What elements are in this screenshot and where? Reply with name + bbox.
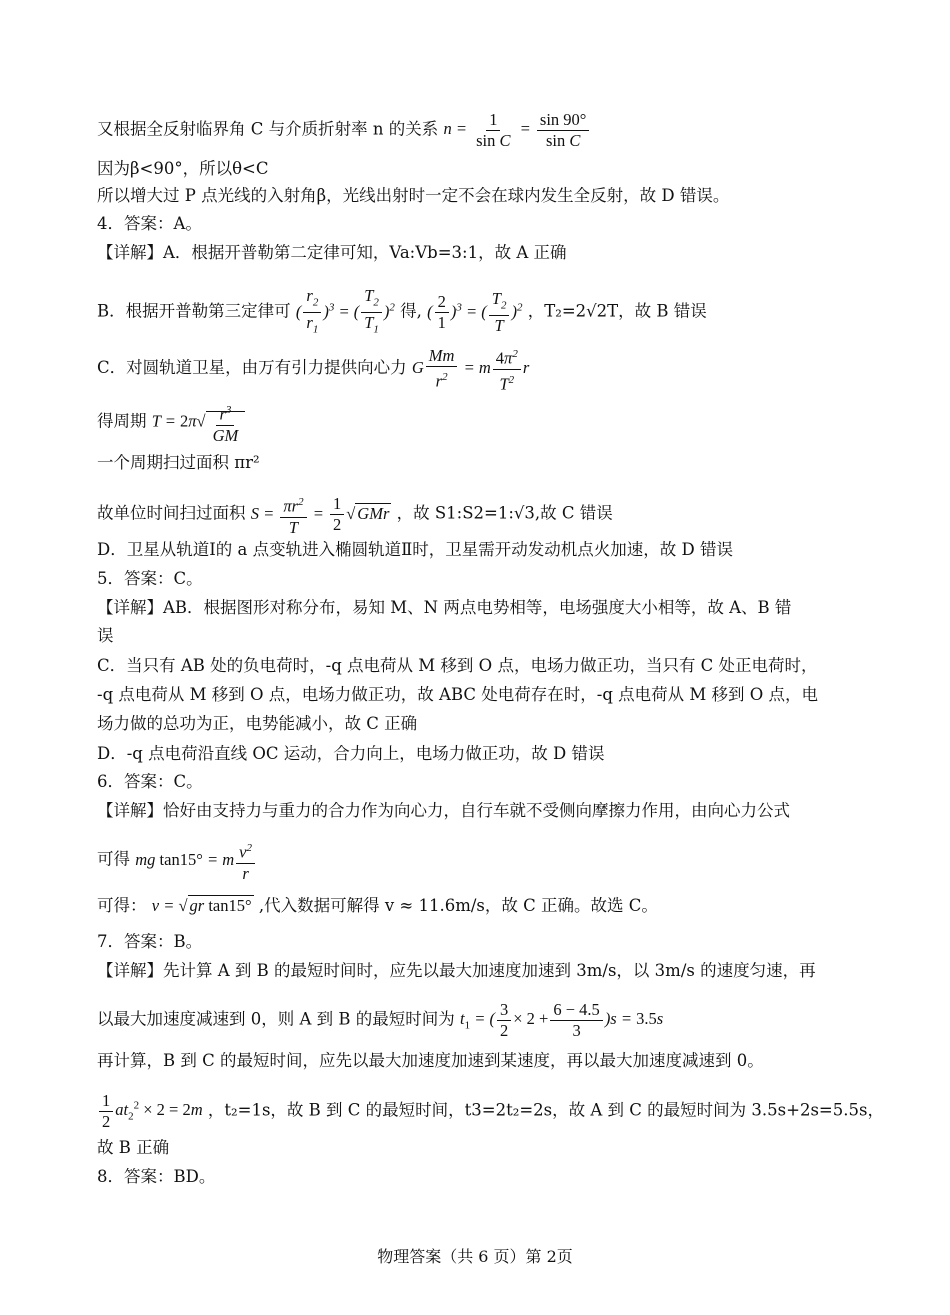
line-26: 再计算，B 到 C 的最短时间，应先以最大加速度加速到某速度，再以最大加速度减速到 0。 [97,1051,764,1070]
text-velocity-result: ,代入数据可解得 v ≈ 11.6m/s，故 C 正确。故选 C。 [258,896,658,915]
line-24: 【详解】先计算 A 到 B 的最短时间时，应先以最大加速度加速到 3m/s，以 3m/s 的速度匀速，再 [97,961,816,980]
line-28: 故 B 正确 [97,1138,170,1157]
formula-area-rate: S = $\frac{\pi r^2}{T}$ = $\frac{1}{2}$ √ GMr [251,504,392,523]
text-kede-2: 可得： [97,896,147,915]
formula-kepler3: ( $\frac{r_2}{r_1}$ )$^3$ = ( $\frac{T_2}{T_1}$ )$^2$ [295,286,395,336]
line-19: 6．答案：C。 [97,772,203,791]
text-kede: 可得 [97,849,130,869]
line-23: 7．答案：B。 [97,932,203,951]
line-8 [97,400,245,446]
line-22 [97,895,658,917]
line-4: 4．答案：A。 [97,214,202,233]
line-13: 【详解】AB．根据图形对称分布，易知 M、N 两点电势相等，电场强度大小相等，故 A、B 错 [97,598,792,617]
text-area-rate: 故单位时间扫过面积 [97,503,246,523]
line-6 [97,286,707,340]
line-3: 所以增大过 P 点光线的入射角β，光线出射时一定不会在球内发生全反射，故 D 错误。 [97,186,730,205]
formula-velocity: v = √ gr tan15° [151,896,252,915]
text-min-time-ac: ，t₂=1s，故 B 到 C 的最短时间，t3=2t₂=2s，故 A 到 C 的最短时间为 3.5s+2s=5.5s， [207,1100,884,1120]
text-gravitation: C．对圆轨道卫星，由万有引力提供向心力 [97,357,407,377]
line-7 [97,344,529,394]
text-min-time-ab: 以最大加速度减速到 0，则 A 到 B 的最短时间为 [97,1009,455,1029]
line-17: 场力做的总功为正，电势能减小，故 C 正确 [97,714,418,733]
line-14: 误 [97,626,114,645]
text-period: 得周期 [97,411,147,431]
line-10 [97,492,613,538]
formula-displacement: $\frac{1}{2}$ $at_2^2 \times 2 = 2m$ [97,1100,203,1119]
text-de: 得, [400,301,422,321]
line-27 [97,1091,884,1132]
text-s-ratio: ，故 S1:S2=1:√3,故 C 错误 [396,503,613,523]
line-16: -q 点电荷从 M 移到 O 点，电场力做正功，故 ABC 处电荷存在时，-q 点电荷从 M 移到 O 点，电 [97,685,819,704]
line-5: 【详解】A．根据开普勒第二定律可知，Va:Vb=3:1，故 A 正确 [97,243,567,262]
line-25 [97,1000,663,1041]
formula-time-ab: $t_1$ = ( $\frac{3}{2}$ × 2 + $\frac{6 - 4.5}{3}$ )s = 3.5s [460,1000,664,1040]
line-12: 5．答案：C。 [97,569,203,588]
formula-period: T = 2π√ $\frac{r^3}{GM}$ [152,411,246,431]
line-21 [97,838,257,884]
formula-gravitation: G $\frac{Mm}{r^2}$ = m $\frac{4\pi^2}{T^2}$ r [412,358,529,377]
line-9: 一个周期扫过面积 πr² [97,453,260,472]
page-footer: 物理答案（共 6 页）第 2页 [377,1247,573,1266]
line-18: D．-q 点电荷沿直线 OC 运动，合力向上，电场力做正功，故 D 错误 [97,744,605,763]
line-1 [97,110,591,151]
text-kepler3: B．根据开普勒第三定律可 [97,301,291,321]
line-11: D．卫星从轨道Ⅰ的 a 点变轨进入椭圆轨道Ⅱ时，卫星需开动发动机点火加速，故 D 错误 [97,540,734,559]
line-2: 因为β<90°，所以θ<C [97,159,269,178]
line-29: 8．答案：BD。 [97,1167,216,1186]
formula-centripetal: mg tan15° = m $\frac{v^2}{r}$ [135,850,257,869]
line-15: C．当只有 AB 处的负电荷时，-q 点电荷从 M 移到 O 点，电场力做正功，当只有 C 处正电荷时， [97,656,818,675]
text-critical-angle: 又根据全反射临界角 C 与介质折射率 n 的关系 [97,119,439,139]
text-t2: ，T₂=2√2T，故 B 错误 [527,301,707,321]
formula-ratio: ( $\frac{2}{1}$ )$^3$ = ( $\frac{T_2}{T}$ )$^2$ [427,289,523,336]
line-20: 【详解】恰好由支持力与重力的合力作为向心力，自行车就不受侧向摩擦力作用，由向心力公式 [97,801,790,820]
formula-refraction: n = $\frac{1}{\text{sin C}}$ = $\frac{\sin 90^\circ}{\text{sin C}}$ [443,119,591,138]
